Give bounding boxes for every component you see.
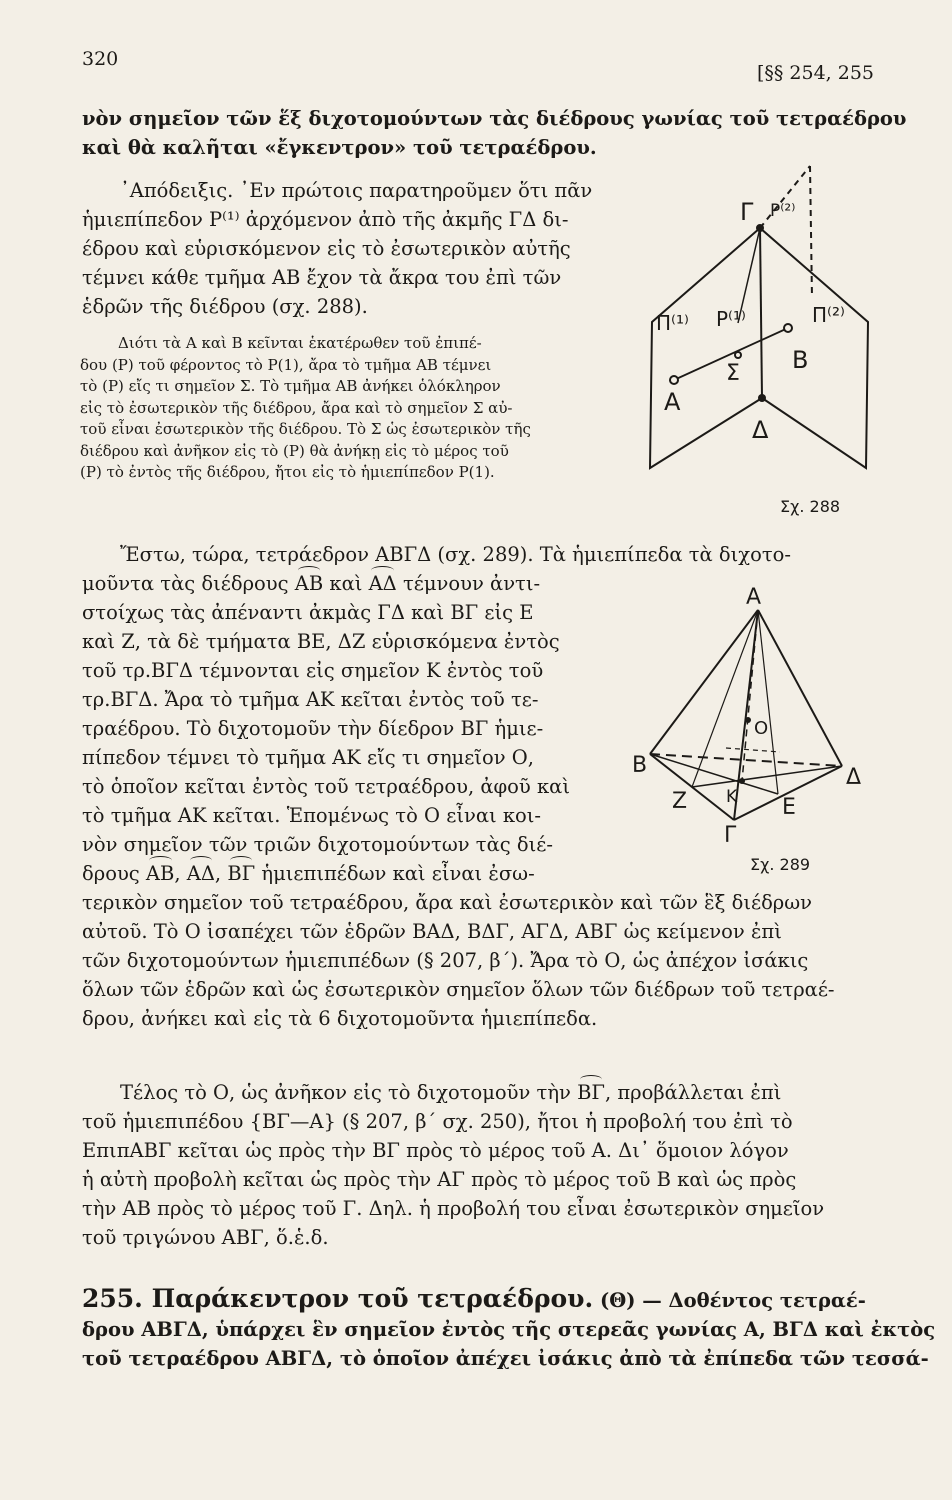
- dihedral-bg: ΒΓ: [227, 859, 255, 888]
- text-line: τοῦ εἶναι ἐσωτερικὸν τῆς διέδρου. Τὸ Σ ὡς ἐσωτερικὸν τῆς: [80, 420, 531, 438]
- text-line: ΕπιπΑΒΓ κεῖται ὡς πρὸς τὴν ΒΓ πρὸς τὸ μέρος τοῦ Α. Δι᾽ ὅμοιον λόγον: [82, 1139, 789, 1162]
- text-line: ἡ αὐτὴ προβολὴ κεῖται ὡς πρὸς τὴν ΑΓ πρὸς τὸ μέρος τοῦ Β καὶ ὡς πρὸς: [82, 1168, 797, 1191]
- label-b: Β: [792, 346, 809, 374]
- text-line: νὸν σημεῖον τῶν ἕξ διχοτομούντων τὰς διέδρους γωνίας τοῦ τετραέδρου: [82, 107, 907, 130]
- text-line: τοῦ τρ.ΒΓΔ τέμνονται εἰς σημεῖον Κ ἐντὸς τοῦ: [82, 659, 544, 682]
- point-delta: [758, 394, 766, 402]
- text-line: τὴν ΑΒ πρὸς τὸ μέρος τοῦ Γ. Δηλ. ἡ προβολή του εἶναι ἐσωτερικὸν σημεῖον: [82, 1197, 825, 1220]
- text-line: αὐτοῦ. Τὸ Ο ἰσαπέχει τῶν ἑδρῶν ΒΑΔ, ΒΔΓ, ΑΓΔ, ΑΒΓ ὡς κείμενον ἐπὶ: [82, 920, 782, 943]
- edge-ab: [650, 610, 758, 754]
- label-a: Α: [664, 388, 681, 416]
- text-line: δρου, ἀνήκει καὶ εἰς τὰ 6 διχοτομοῦντα ἡμιεπίπεδα.: [82, 1007, 598, 1030]
- text-part: Τέλος τὸ Ο, ὡς ἀνῆκον εἰς τὸ διχοτομοῦν τὴν: [120, 1081, 578, 1104]
- edge-ad: [758, 610, 842, 766]
- text-line: δου (P) τοῦ φέροντος τὸ P(1), ἄρα τὸ τμῆμα ΑΒ τέμνει: [80, 355, 492, 374]
- label-delta: Δ: [846, 765, 862, 790]
- paragraph-3: [82, 1078, 882, 1252]
- point-k: [739, 778, 745, 784]
- text-line: τραέδρου. Τὸ διχοτομοῦν τὴν δίεδρον ΒΓ ἡμιε-: [82, 717, 544, 740]
- text-line: στοίχως τὰς ἀπέναντι ἀκμὰς ΓΔ καὶ ΒΓ εἰς Ε: [82, 601, 534, 624]
- dihedral-bg: ΒΓ: [577, 1078, 605, 1107]
- text-part: μοῦντα τὰς διέδρους: [82, 572, 295, 595]
- text-line: καὶ θὰ καλῆται «ἔγκεντρον» τοῦ τετραέδρου.: [82, 136, 597, 159]
- text-line: τρ.ΒΓΔ. Ἄρα τὸ τμῆμα ΑΚ κεῖται ἐντὸς τοῦ τε-: [82, 688, 539, 711]
- label-pi1: Π⁽¹⁾: [656, 311, 689, 335]
- point-a: [670, 376, 678, 384]
- page-header: [82, 48, 874, 84]
- text-line: τὸ τμῆμα ΑΚ κεῖται. Ἑπομένως τὸ Ο εἶναι κοι-: [82, 804, 541, 827]
- dihedral-ad: ΑΔ: [369, 569, 397, 598]
- section-title: 255. Παράκεντρον τοῦ τετραέδρου.: [82, 1284, 594, 1313]
- section-255: [82, 1284, 936, 1373]
- figure-caption: Σχ. 288: [780, 497, 841, 516]
- label-gamma: Γ: [724, 823, 737, 848]
- theorem-marker: (Θ) — Δοθέντος τετραέ-: [593, 1289, 866, 1312]
- figure-289: [630, 580, 880, 880]
- figure-288: [640, 158, 880, 520]
- half-plane-pi2: [760, 228, 868, 468]
- text-line: τῶν διχοτομούντων ἡμιεπιπέδων (§ 207, β΄). Ἄρα τὸ Ο, ὡς ἀπέχον ἰσάκις: [82, 949, 809, 972]
- text-line: νὸν σημεῖον τῶν τριῶν διχοτομούντων τὰς διέ-: [82, 833, 553, 856]
- text-line: τοῦ τριγώνου ΑΒΓ, ὅ.ἑ.δ.: [82, 1226, 329, 1249]
- text-line: Διότι τὰ Α καὶ Β κεῖνται ἑκατέρωθεν τοῦ ἐπιπέ-: [118, 334, 482, 352]
- text-line: καὶ Ζ, τὰ δὲ τμήματα ΒΕ, ΔΖ εὑρισκόμενα ἐντὸς: [82, 630, 560, 653]
- point-o: [745, 717, 751, 723]
- label-a: Α: [746, 585, 762, 610]
- text-line: (P) τὸ ἐντὸς τῆς διέδρου, ἤτοι εἰς τὸ ἡμιεπίπεδον P(1).: [80, 463, 495, 481]
- section-reference: [§§ 254, 255: [756, 62, 874, 84]
- text-line: πίπεδον τέμνει τὸ τμῆμα ΑΚ εἴς τι σημεῖον Ο,: [82, 746, 534, 769]
- text-part: ,: [214, 862, 228, 885]
- intro-paragraph: [82, 104, 907, 162]
- text-line: τὸ ὁποῖον κεῖται ἐντὸς τοῦ τετραέδρου, ἀφοῦ καὶ: [82, 775, 570, 798]
- text-part: δρους: [82, 862, 146, 885]
- note-paragraph: [80, 333, 640, 484]
- half-plane-p2-dashed-edge: [810, 166, 812, 298]
- label-z: Ζ: [672, 789, 688, 814]
- label-gamma: Γ: [740, 198, 754, 226]
- label-pi2: Π⁽²⁾: [812, 303, 845, 327]
- segment-ae: [758, 610, 778, 794]
- point-b: [784, 324, 792, 332]
- text-line: εἰς τὸ ἐσωτερικὸν τῆς διέδρου, ἄρα καὶ τὸ σημεῖον Σ αὐ-: [80, 398, 513, 417]
- text-line: τέμνει κάθε τμῆμα ΑΒ ἔχον τὰ ἄκρα του ἐπὶ τῶν: [82, 266, 562, 289]
- text-line: [82, 1078, 882, 1107]
- bisector-trace: [726, 748, 780, 752]
- edge-gamma-delta: [760, 228, 762, 398]
- text-line: τοῦ ἡμιεπιπέδου {ΒΓ—Α} (§ 207, β΄ σχ. 250), ἤτοι ἡ προβολή του ἐπὶ τὸ: [82, 1110, 793, 1133]
- label-k: Κ: [726, 787, 738, 807]
- text-line: ἑδρῶν τῆς διέδρου (σχ. 288).: [82, 295, 368, 318]
- proof-paragraph: [82, 176, 642, 321]
- label-sigma: Σ: [726, 361, 740, 386]
- text-part: , προβάλλεται ἐπὶ: [604, 1081, 782, 1104]
- text-line: έδρου καὶ εὑρισκόμενον εἰς τὸ ἐσωτερικὸν αὐτῆς: [82, 237, 571, 260]
- text-line: Ἔστω, τώρα, τετράεδρον ΑΒΓΔ (σχ. 289). Τὰ ἡμιεπίπεδα τὰ διχοτο-: [120, 543, 791, 566]
- text-part: ἡμιεπιπέδων καὶ εἶναι ἐσω-: [255, 862, 535, 885]
- point-sigma: [735, 352, 741, 358]
- label-b: Β: [632, 753, 648, 778]
- text-line: τερικὸν σημεῖον τοῦ τετραέδρου, ἄρα καὶ ἐσωτερικὸν καὶ τῶν ἓξ διέδρων: [82, 891, 813, 914]
- dihedral-ad: ΑΔ: [187, 859, 215, 888]
- edge-bd-hidden: [650, 754, 842, 766]
- text-line: τοῦ τετραέδρου ΑΒΓΔ, τὸ ὁποῖον ἀπέχει ἰσάκις ἀπὸ τὰ ἐπίπεδα τῶν τεσσά-: [82, 1347, 929, 1370]
- label-delta: Δ: [752, 416, 769, 444]
- text-line: ὅλων τῶν ἑδρῶν καὶ ὡς ἐσωτερικὸν σημεῖον ὅλων τῶν διέδρων τοῦ τετραέ-: [82, 978, 835, 1001]
- text-line: διέδρου καὶ ἀνῆκον εἰς τὸ (P) θὰ ἀνήκῃ εἰς τὸ μέρος τοῦ: [80, 441, 509, 460]
- dihedral-ab: ΑΒ: [146, 859, 174, 888]
- label-o: Ο: [754, 718, 769, 739]
- text-part: καὶ: [323, 572, 369, 595]
- page-number: 320: [82, 48, 119, 70]
- dihedral-ab: ΑΒ: [295, 569, 323, 598]
- label-p1: P⁽¹⁾: [716, 307, 746, 331]
- text-line: τὸ (P) εἴς τι σημεῖον Σ. Τὸ τμῆμα ΑΒ ἀνήκει ὁλόκληρον: [80, 377, 501, 395]
- label-p2: P⁽²⁾: [770, 201, 796, 221]
- text-line: ἡμιεπίπεδον P⁽¹⁾ ἀρχόμενον ἀπὸ τῆς ἀκμῆς ΓΔ δι-: [82, 208, 569, 231]
- section-heading-line: [82, 1284, 882, 1315]
- figure-caption: Σχ. 289: [750, 855, 811, 874]
- segment-be: [650, 754, 778, 794]
- segment-ak: [742, 610, 758, 781]
- text-part: τέμνουν ἀντι-: [396, 572, 541, 595]
- point-gamma: [756, 224, 764, 232]
- text-line: ᾿Απόδειξις. ᾿Εν πρώτοις παρατηροῦμεν ὅτι πᾶν: [120, 179, 593, 202]
- label-e: Ε: [782, 795, 796, 820]
- text-line: δρου ΑΒΓΔ, ὑπάρχει ἓν σημεῖον ἐντὸς τῆς στερεᾶς γωνίας Α, ΒΓΔ καὶ ἐκτὸς: [82, 1318, 936, 1341]
- text-part: ,: [174, 862, 187, 885]
